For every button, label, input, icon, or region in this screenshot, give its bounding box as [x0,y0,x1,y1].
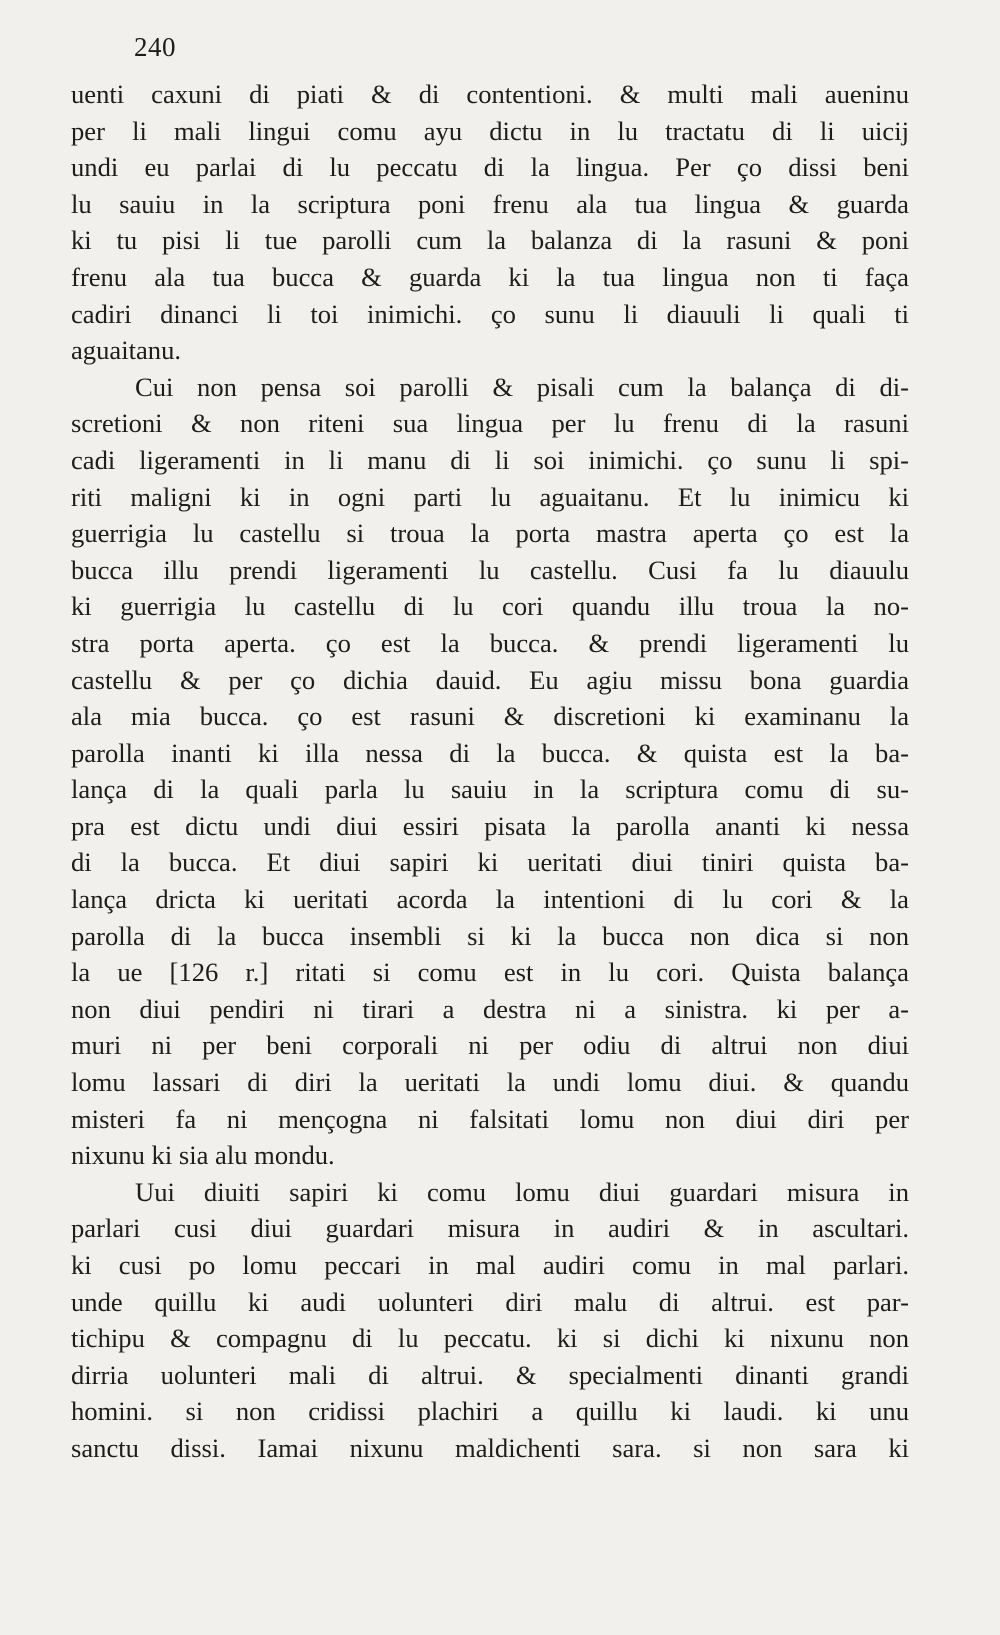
text-line: scretioni & non riteni sua lingua per lu frenu di la rasuni [71,408,909,439]
text-line: stra porta aperta. ço est la bucca. & prendi ligeramenti lu [71,627,909,658]
text-line: pra est dictu undi diui essiri pisata la parolla ananti ki nessa [71,810,909,841]
text-line: undi eu parlai di lu peccatu di la lingua. Per ço dissi beni [71,152,909,183]
text-line: non diui pendiri ni tirari a destra ni a sinistra. ki per a- [71,993,909,1024]
text-line: muri ni per beni corporali ni per odiu di altrui non diui [71,1030,909,1061]
text-line: parolla inanti ki illa nessa di la bucca. & quista est la ba- [71,737,909,768]
text-line: Cui non pensa soi parolli & pisali cum la balança di di- [135,371,909,402]
text-line: ki guerrigia lu castellu di lu cori quandu illu troua la no- [71,591,909,622]
text-line: di la bucca. Et diui sapiri ki ueritati diui tiniri quista ba- [71,847,909,878]
text-line: sanctu dissi. Iamai nixunu maldichenti sara. si non sara ki [71,1432,909,1463]
text-line: la ue [126 r.] ritati si comu est in lu cori. Quista balança [71,957,909,988]
text-line: unde quillu ki audi uolunteri diri malu di altrui. est par- [71,1286,909,1317]
text-line: bucca illu prendi ligeramenti lu castellu. Cusi fa lu diauulu [71,554,909,585]
text-line: parolla di la bucca insembli si ki la bucca non dica si non [71,920,909,951]
text-line: guerrigia lu castellu si troua la porta mastra aperta ço est la [71,518,909,549]
text-line: Uui diuiti sapiri ki comu lomu diui guardari misura in [135,1176,909,1207]
text-line: lu sauiu in la scriptura poni frenu ala tua lingua & guarda [71,188,909,219]
text-line: aguaitanu. [71,335,182,366]
text-line: parlari cusi diui guardari misura in audiri & in ascultari. [71,1213,909,1244]
text-line: ki cusi po lomu peccari in mal audiri comu in mal parlari. [71,1250,909,1280]
text-line: frenu ala tua bucca & guarda ki la tua lingua non ti façа [71,261,909,292]
text-line: uenti caxuni di piati & di contentioni. & multi mali aueninu [71,79,909,109]
text-line: cadiri dinanci li toi inimichi. ço sunu li diauuli li quali ti [71,298,909,329]
text-line: misteri fa ni mençogna ni falsitati lomu non diui diri per [71,1103,909,1134]
text-line: lança dricta ki ueritati acorda la intentioni di lu cori & la [71,884,909,915]
text-line: tichipu & compagnu di lu peccatu. ki si dichi ki nixunu non [71,1323,909,1354]
text-line: nixunu ki sia alu mondu. [71,1140,335,1171]
text-line: cadi ligeramenti in li manu di li soi inimichi. ço sunu li spi- [71,444,909,475]
text-line: lomu lassari di diri la ueritati la undi lomu diui. & quandu [71,1067,909,1098]
text-line: lança di la quali parla lu sauiu in la scriptura comu di su- [71,774,909,805]
text-line: riti maligni ki in ogni parti lu aguaitanu. Et lu inimicu ki [71,481,909,512]
page-number: 240 [134,32,176,62]
text-line: homini. si non cridissi plachiri a quillu ki laudi. ki unu [71,1396,909,1427]
text-line: per li mali lingui comu ayu dictu in lu tractatu di li uicij [71,115,909,146]
text-line: ala mia bucca. ço est rasuni & discretioni ki examinanu la [71,701,909,732]
text-line: ki tu pisi li tue parolli cum la balanza di la rasuni & poni [71,225,909,256]
text-line: castellu & per ço dichia dauid. Eu agiu missu bona guardia [71,664,909,695]
text-line: dirria uolunteri mali di altrui. & specialmenti dinanti grandi [71,1359,909,1390]
body-text [71,76,909,1467]
